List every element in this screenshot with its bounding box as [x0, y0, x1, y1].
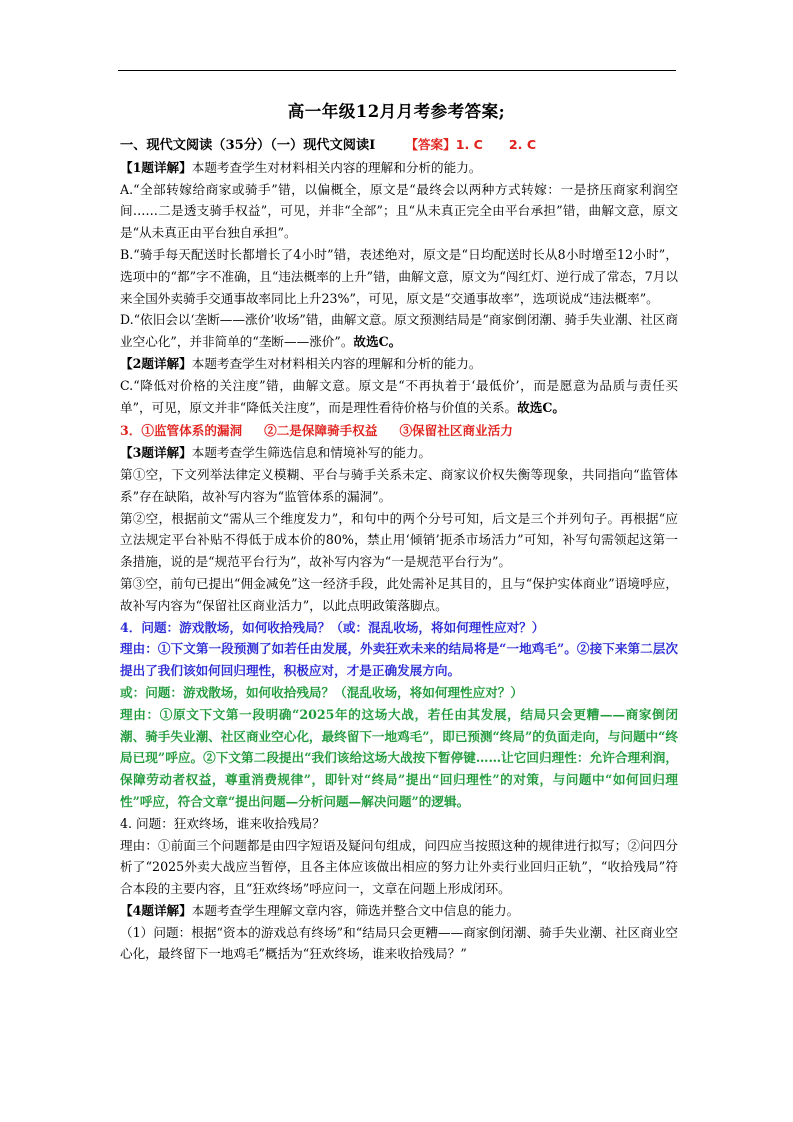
- q3-answer-1: ①监管体系的漏洞: [141, 423, 243, 439]
- q4-blue-reason: 理由：①下文第一段预测了如若任由发展，外卖狂欢未来的结局将是“一地鸡毛”。②接下来第二层次提出了我们该如何回归理性，积极应对，才是正确发展方向。: [120, 641, 678, 679]
- q3-answer-3: ③保留社区商业活力: [399, 423, 513, 439]
- q1-conclusion: 故选C。: [353, 334, 402, 350]
- q1-option-a: A.“全部转嫁给商家或骑手”错，以偏概全，原文是“最终会以两种方式转嫁：一是挤压商家利润空间……二是透支骑手权益”，可见，并非“全部”；且“从未真正完全由平台承担”错，曲解文意，原文是“从未真正由平台独自承担”。: [120, 181, 678, 241]
- q3-answer-2: ②二是保障骑手权益: [264, 423, 378, 439]
- q2-conclusion: 故选C。: [517, 399, 565, 415]
- q4-intro: 【4题详解】本题考查学生理解文章内容，筛选并整合文中信息的能力。: [120, 902, 520, 918]
- q1-label: 【1题详解】: [120, 159, 192, 175]
- q4-plain-reason: 理由：①前面三个问题都是由四字短语及疑问句组成，问四应当按照这种的规律进行拟写；②问四分析了“2025外卖大战应当暂停，且各主体应该做出相应的努力让外卖行业回归正轨”，“收拾残局”符合本段的主要内容，且“狂欢终场”呼应问一，文章在问题上形成闭环。: [120, 837, 678, 897]
- q2-label: 【2题详解】: [120, 355, 192, 371]
- answer-content: [120, 134, 678, 965]
- q4-plain-question: 4. 问题：狂欢终场，谁来收拾残局？: [120, 815, 325, 831]
- q2-intro: 【2题详解】本题考查学生对材料相关内容的理解和分析的能力。: [120, 355, 482, 371]
- q4-blue-question: 4．问题：游戏散场，如何收拾残局？（或：混乱收场，将如何理性应对？）: [120, 619, 545, 635]
- q2-option-c: C.“降低对价格的关注度”错，曲解文意。原文是“不再执着于‘最低价’，而是愿意为品质与责任买单”，可见，原文并非“降低关注度”，而是理性看待价格与价值的关系。故选C。: [120, 377, 678, 415]
- q3-intro: 【3题详解】本题考查学生筛选信息和情境补写的能力。: [120, 445, 432, 461]
- q3-para-1: 第①空，下文列举法律定义模糊、平台与骑手关系未定、商家议价权失衡等现象，共同指向“监管体系”存在缺陷，故补写内容为“监管体系的漏洞”。: [120, 466, 678, 504]
- q1-option-b: B.“骑手每天配送时长都增长了4小时”错，表述绝对，原文是“日均配送时长从8小时增至12小时”，选项中的“都”字不准确，且“违法概率的上升”错，曲解文意，原文为“闯红灯、逆行成了常态，7月以来全国外卖骑手交通事故率同比上升23%”，可见，原文是“交通事故率”，选项说成“违法概率”。: [120, 246, 678, 306]
- answer-2: 2. C: [508, 137, 537, 152]
- answer-label: 【答案】: [405, 137, 456, 152]
- page-title: 高一年级12月月考参考答案;: [287, 102, 506, 121]
- q4-para-1: （1）问题：根据“资本的游戏总有终场”和“结局只会更糟——商家倒闭潮、骑手失业潮、社区商业空心化，最终留下一地鸡毛”概括为“狂欢终场，谁来收拾残局？”: [120, 924, 678, 962]
- q1-option-d: D.“依旧会以‘垄断——涨价’收场”错，曲解文意。原文预测结局是“商家倒闭潮、骑手失业潮、社区商业空心化”，并非简单的“垄断——涨价”。故选C。: [120, 312, 678, 350]
- q3-para-3: 第③空，前句已提出“佣金减免”这一经济手段，此处需补足其目的，且与“保护实体商业”语境呼应，故补写内容为“保留社区商业活力”，以此点明政策落脚点。: [120, 575, 678, 613]
- q1-intro: 【1题详解】本题考查学生对材料相关内容的理解和分析的能力。: [120, 159, 482, 175]
- q4-green-reason: 理由：①原文下文第一段明确“2025年的这场大战，若任由其发展，结局只会更糟——商家倒闭潮、骑手失业潮、社区商业空心化，最终留下一地鸡毛”，即已预测“终局”的负面走向，与问题中“终局已现”呼应。②下文第二段提出“我们该给这场大战按下暂停键……让它回归理性：允许合理利润，保障劳动者权益，尊重消费规律”，即针对“终局”提出“回归理性”的对策，与问题中“如何回归理性”呼应，符合文章“提出问题—分析问题—解决问题”的逻辑。: [120, 706, 678, 809]
- q3-label: 【3题详解】: [120, 445, 192, 461]
- answer-1: 1. C: [455, 137, 483, 152]
- header-rule: [118, 70, 676, 71]
- q4-green-question: 或：问题：游戏散场，如何收拾残局？（混乱收场，将如何理性应对？）: [120, 684, 523, 700]
- q3-answers: [120, 420, 678, 442]
- q3-number: 3．: [120, 423, 142, 439]
- q4-label: 【4题详解】: [120, 902, 192, 918]
- section-heading: 一、现代文阅读（35分）（一）现代文阅读Ⅰ: [120, 138, 376, 153]
- section-heading-line: [120, 134, 678, 157]
- q3-para-2: 第②空，根据前文“需从三个维度发力”，和句中的两个分号可知，后文是三个并列句子。再根据“应立法规定平台补贴不得低于成本价的80%，禁止用‘倾销’扼杀市场活力”可知，补写句需领起这第一条措施，说的是“规范平台行为”，故补写内容为“一是规范平台行为”。: [120, 510, 678, 570]
